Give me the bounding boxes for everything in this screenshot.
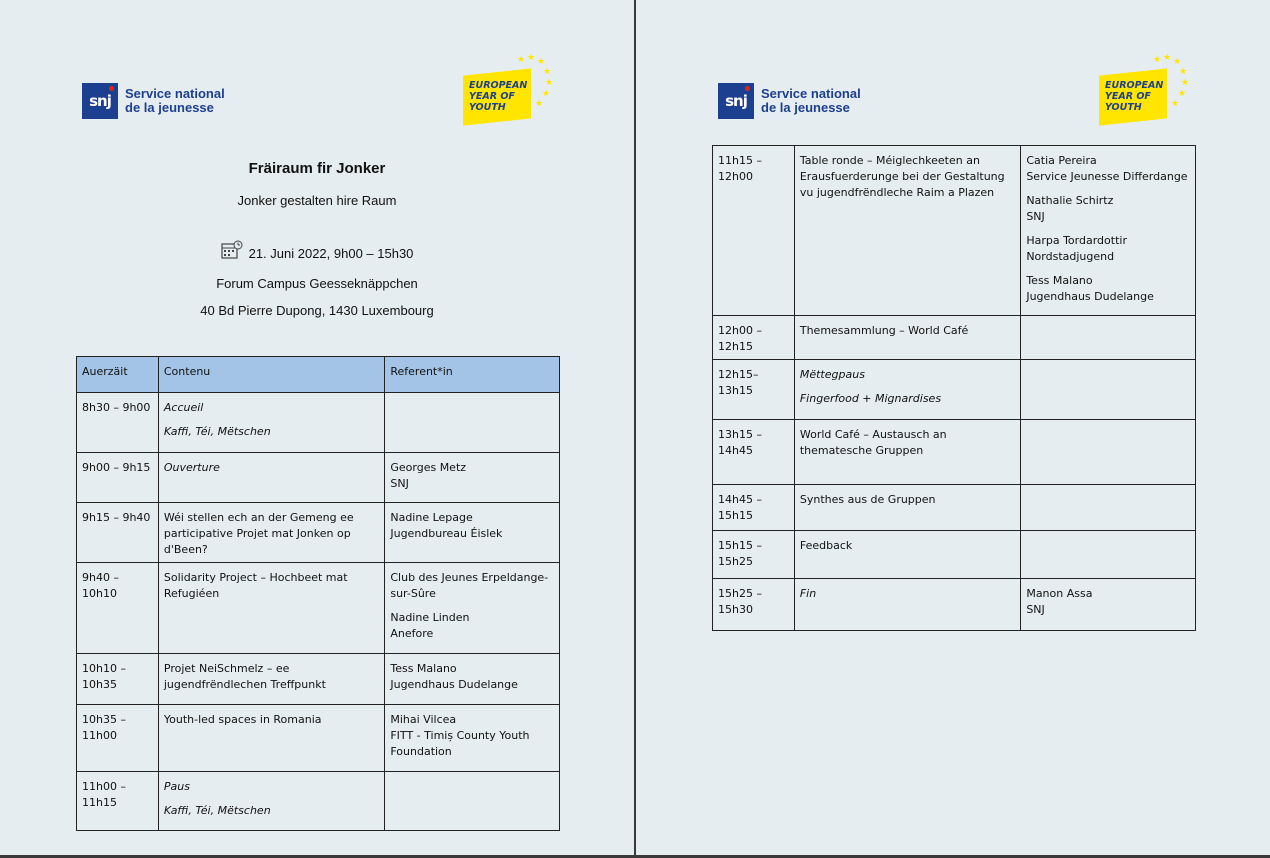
speaker-name: Nathalie Schirtz bbox=[1026, 194, 1114, 207]
content-line: Kaffi, Téi, Mëtschen bbox=[163, 425, 271, 438]
table-row bbox=[77, 393, 560, 453]
content-line: Wéi stellen ech an der Gemeng ee participative Projet mat Jonken op d'Been? bbox=[163, 511, 354, 556]
speaker-cell bbox=[1021, 579, 1196, 631]
content-line: Fingerfood + Mignardises bbox=[799, 392, 942, 405]
time-cell: 10h35 – 11h00 bbox=[77, 705, 159, 772]
svg-text:★: ★ bbox=[535, 99, 544, 109]
table-row bbox=[713, 360, 1196, 420]
content-cell bbox=[794, 420, 1020, 485]
time-cell: 8h30 – 9h00 bbox=[77, 393, 159, 453]
column-header-time: Auerzäit bbox=[77, 357, 159, 393]
time-cell: 11h00 – 11h15 bbox=[77, 772, 159, 831]
speaker-cell bbox=[1021, 360, 1196, 420]
speaker-name: Nadine Linden bbox=[390, 611, 470, 624]
content-line: Kaffi, Téi, Mëtschen bbox=[163, 804, 271, 817]
content-line: Projet NeiSchmelz – ee jugendfrëndlechen Treffpunkt bbox=[163, 662, 326, 691]
snj-mark-icon: snj bbox=[718, 83, 754, 119]
time-cell: 15h15 – 15h25 bbox=[713, 531, 795, 579]
eyy-text: EUROPEAN YEAR OF YOUTH bbox=[469, 80, 528, 113]
time-cell: 10h10 – 10h35 bbox=[77, 654, 159, 705]
speaker-organisation: SNJ bbox=[390, 477, 409, 490]
calendar-icon bbox=[221, 240, 243, 260]
european-year-of-youth-logo bbox=[463, 54, 559, 134]
svg-text:★: ★ bbox=[1163, 54, 1172, 63]
svg-text:★: ★ bbox=[1181, 78, 1190, 88]
table-row bbox=[713, 420, 1196, 485]
svg-text:★: ★ bbox=[1171, 99, 1180, 109]
svg-text:★: ★ bbox=[1179, 67, 1188, 77]
content-cell bbox=[794, 146, 1020, 316]
svg-text:★: ★ bbox=[1153, 55, 1162, 65]
time-cell: 14h45 – 15h15 bbox=[713, 485, 795, 531]
time-cell: 9h00 – 9h15 bbox=[77, 453, 159, 503]
programme-table-page-2 bbox=[712, 145, 1196, 631]
content-cell bbox=[794, 360, 1020, 420]
time-cell: 13h15 – 14h45 bbox=[713, 420, 795, 485]
table-row bbox=[77, 453, 560, 503]
speaker-cell bbox=[1021, 146, 1196, 316]
snj-mark-icon: snj bbox=[82, 83, 118, 119]
snj-logo bbox=[82, 83, 225, 119]
time-cell: 9h15 – 9h40 bbox=[77, 503, 159, 563]
svg-text:★: ★ bbox=[537, 57, 546, 67]
speaker-organisation: Jugendhaus Dudelange bbox=[390, 678, 518, 691]
table-header-row bbox=[77, 357, 560, 393]
content-cell bbox=[158, 563, 384, 654]
content-line: World Café – Austausch an thematesche Gruppen bbox=[799, 428, 947, 457]
table-row bbox=[77, 705, 560, 772]
speaker-name: Tess Malano bbox=[1026, 274, 1093, 287]
time-cell: 15h25 – 15h30 bbox=[713, 579, 795, 631]
content-cell bbox=[794, 579, 1020, 631]
content-line: Table ronde – Méiglechkeeten an Erausfuerderunge bei der Gestaltung vu jugendfrëndleche Raim a Plazen bbox=[799, 154, 1005, 199]
speaker-organisation: FITT - Timiș County Youth Foundation bbox=[390, 729, 530, 758]
content-cell bbox=[794, 531, 1020, 579]
content-cell bbox=[794, 316, 1020, 360]
speaker-cell bbox=[385, 772, 560, 831]
content-line: Paus bbox=[163, 780, 190, 793]
speaker-cell bbox=[385, 503, 560, 563]
programme-table-page-1 bbox=[76, 356, 560, 831]
snj-name-line1: Service national bbox=[761, 86, 861, 101]
svg-text:★: ★ bbox=[1173, 57, 1182, 67]
content-line: Synthes aus de Gruppen bbox=[799, 493, 936, 506]
speaker-organisation: Jugendhaus Dudelange bbox=[1026, 290, 1154, 303]
event-venue: Forum Campus Geesseknäppchen bbox=[216, 276, 418, 291]
content-line: Ouverture bbox=[163, 461, 220, 474]
snj-name-line1: Service national bbox=[125, 86, 225, 101]
content-cell bbox=[158, 654, 384, 705]
content-cell bbox=[158, 393, 384, 453]
speaker-cell bbox=[1021, 420, 1196, 485]
time-cell: 12h00 – 12h15 bbox=[713, 316, 795, 360]
speaker-cell bbox=[1021, 531, 1196, 579]
content-line: Youth-led spaces in Romania bbox=[163, 713, 322, 726]
speaker-cell bbox=[1021, 485, 1196, 531]
snj-name-line2: de la jeunesse bbox=[125, 100, 214, 115]
speaker-name: Tess Malano bbox=[390, 662, 457, 675]
column-header-speaker: Referent*in bbox=[385, 357, 560, 393]
table-row bbox=[77, 563, 560, 654]
svg-text:★: ★ bbox=[543, 67, 552, 77]
speaker-name: Harpa Tordardottir bbox=[1026, 234, 1127, 247]
content-line: Solidarity Project – Hochbeet mat Refugiéen bbox=[163, 571, 348, 600]
content-line: Accueil bbox=[163, 401, 204, 414]
table-row bbox=[77, 503, 560, 563]
table-row bbox=[713, 579, 1196, 631]
speaker-organisation: SNJ bbox=[1026, 603, 1045, 616]
svg-text:★: ★ bbox=[517, 55, 526, 65]
speaker-organisation: SNJ bbox=[1026, 210, 1045, 223]
speaker-cell bbox=[1021, 316, 1196, 360]
content-line: Feedback bbox=[799, 539, 853, 552]
speaker-organisation: Jugendbureau Éislek bbox=[390, 527, 503, 540]
speaker-organisation: Nordstadjugend bbox=[1026, 250, 1115, 263]
time-cell: 11h15 – 12h00 bbox=[713, 146, 795, 316]
table-row bbox=[713, 316, 1196, 360]
content-line: Mëttegpaus bbox=[799, 368, 865, 381]
event-subtitle: Jonker gestalten hire Raum bbox=[237, 193, 397, 208]
speaker-name: Manon Assa bbox=[1026, 587, 1093, 600]
page-2 bbox=[636, 0, 1270, 858]
speaker-cell bbox=[385, 393, 560, 453]
svg-text:★: ★ bbox=[542, 89, 551, 99]
svg-text:★: ★ bbox=[527, 54, 536, 63]
table-row bbox=[713, 485, 1196, 531]
speaker-cell bbox=[385, 705, 560, 772]
table-row bbox=[713, 146, 1196, 316]
speaker-organisation: Anefore bbox=[390, 627, 434, 640]
european-year-of-youth-logo bbox=[1099, 54, 1195, 134]
svg-text:★: ★ bbox=[1178, 89, 1187, 99]
snj-name-line2: de la jeunesse bbox=[761, 100, 850, 115]
table-row bbox=[77, 772, 560, 831]
content-cell bbox=[794, 485, 1020, 531]
content-cell bbox=[158, 453, 384, 503]
eyy-text: EUROPEAN YEAR OF YOUTH bbox=[1105, 80, 1164, 113]
event-address: 40 Bd Pierre Dupong, 1430 Luxembourg bbox=[200, 303, 434, 318]
time-cell: 12h15– 13h15 bbox=[713, 360, 795, 420]
content-cell bbox=[158, 705, 384, 772]
event-title: Fräiraum fir Jonker bbox=[248, 160, 386, 177]
speaker-cell bbox=[385, 563, 560, 654]
speaker-name: Nadine Lepage bbox=[390, 511, 473, 524]
speaker-organisation: Service Jeunesse Differdange bbox=[1026, 170, 1188, 183]
content-cell bbox=[158, 772, 384, 831]
snj-logo bbox=[718, 83, 861, 119]
table-row bbox=[713, 531, 1196, 579]
event-date-line bbox=[0, 240, 634, 261]
speaker-organisation: Club des Jeunes Erpeldange-sur-Sûre bbox=[390, 571, 549, 600]
svg-text:★: ★ bbox=[545, 78, 554, 88]
content-cell bbox=[158, 503, 384, 563]
speaker-name: Georges Metz bbox=[390, 461, 467, 474]
speaker-name: Mihai Vilcea bbox=[390, 713, 457, 726]
speaker-name: Catia Pereira bbox=[1026, 154, 1097, 167]
speaker-cell bbox=[385, 453, 560, 503]
page-1 bbox=[0, 0, 634, 858]
table-row bbox=[77, 654, 560, 705]
content-line: Themesammlung – World Café bbox=[799, 324, 969, 337]
time-cell: 9h40 – 10h10 bbox=[77, 563, 159, 654]
speaker-cell bbox=[385, 654, 560, 705]
column-header-content: Contenu bbox=[158, 357, 384, 393]
event-date: 21. Juni 2022, 9h00 – 15h30 bbox=[248, 246, 414, 261]
content-line: Fin bbox=[799, 587, 817, 600]
